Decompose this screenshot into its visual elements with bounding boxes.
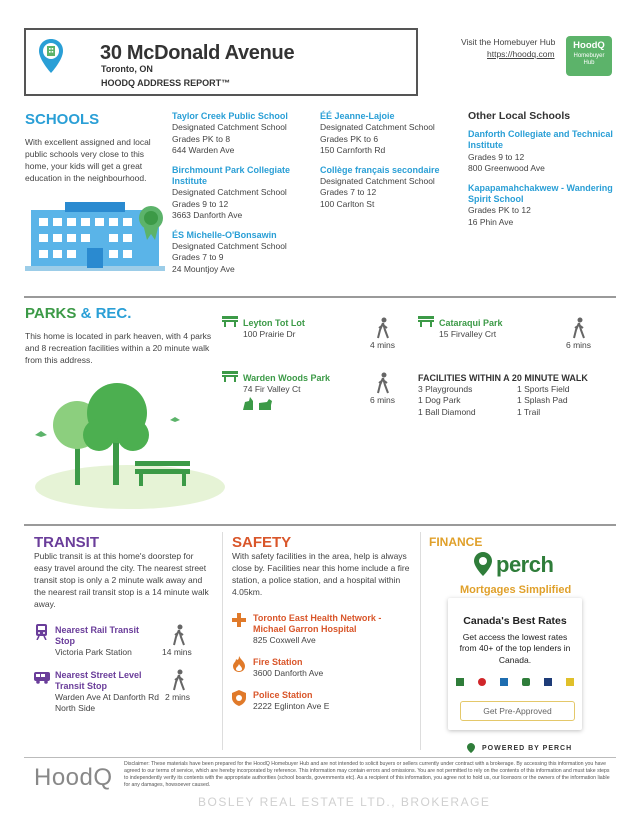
park-address: 100 Prairie Dr [243, 329, 296, 340]
perch-pin-icon [474, 552, 492, 576]
parks-title-a: PARKS [25, 305, 77, 322]
park-walk-time: 6 mins [566, 340, 592, 350]
address-title: 30 McDonald Avenue [100, 42, 295, 64]
brokerage-watermark: BOSLEY REAL ESTATE LTD., BROKERAGE [198, 795, 491, 809]
bmo-logo-icon [500, 678, 508, 686]
facilities-left [418, 384, 476, 418]
facility-item: 1 Dog Park [418, 395, 461, 406]
bench-icon [418, 316, 434, 327]
scotia-logo-icon [478, 678, 486, 686]
dog-park-icon [241, 396, 275, 410]
badge-sub1: Homebuyer [573, 52, 605, 59]
safety-title: SAFETY [232, 534, 292, 551]
rail-stop-title: Nearest Rail Transit Stop [55, 625, 140, 646]
school-address: 644 Warden Ave [172, 145, 235, 156]
school-address: 100 Carlton St [320, 198, 375, 209]
rail-stop-name: Victoria Park Station [55, 646, 132, 657]
walking-icon [172, 669, 186, 691]
school-grades: Grades PK to 6 [320, 133, 379, 144]
school-item[interactable] [320, 111, 460, 157]
rail-walk-time: 14 mins [162, 647, 192, 657]
parks-description: This home is located in park heaven, with 4 parks and 8 recreation facilities within a 20 minute walk from this address. [25, 331, 212, 365]
schools-description: With excellent assigned and local public schools very close to this home, your kids will get a great education in the neighbourhood. [25, 137, 151, 183]
school-type: Designated Catchment School [320, 175, 435, 186]
parks-title [25, 304, 131, 324]
school-address: 150 Carnforth Rd [320, 145, 386, 156]
school-grades: Grades 9 to 12 [468, 151, 525, 162]
school-address: 3663 Danforth Ave [172, 210, 243, 221]
transit-description: Public transit is at this home's doorstep for easy travel around the city. The nearest street transit stop is only a 2 minute walk away and the nearest rail transit stop is a 14 minute walk away. [34, 551, 209, 609]
school-col-1 [172, 111, 312, 275]
other-schools-title: Other Local Schools [468, 110, 571, 122]
park-name: Cataraqui Park [439, 318, 503, 328]
badge-sub2: Hub [583, 59, 595, 66]
school-grades: Grades PK to 12 [468, 205, 531, 216]
school-name: ÉS Michelle-O'Bonsawin [172, 229, 277, 240]
visit-hub-text: Visit the Homebuyer Hub [461, 37, 556, 47]
street-stop-name: Warden Ave At Danforth Rd North Side [55, 691, 159, 714]
school-type: Designated Catchment School [172, 122, 287, 133]
hospital-item[interactable] [253, 613, 413, 646]
desjardins-logo-icon [522, 678, 530, 686]
fire-station-address: 3600 Danforth Ave [253, 667, 324, 678]
street-walk-time: 2 mins [165, 692, 191, 702]
facility-item: 1 Sports Field [517, 384, 570, 394]
school-name: Danforth Collegiate and Technical Institute [468, 129, 613, 151]
train-icon [34, 624, 49, 640]
police-item[interactable] [253, 690, 413, 712]
homebuyer-hub-badge[interactable] [566, 36, 612, 76]
hoodq-link[interactable]: https://hoodq.com [487, 49, 555, 59]
rail-stop[interactable] [55, 625, 155, 658]
rates-card-title: Canada's Best Rates [463, 615, 567, 627]
footer-divider [24, 757, 616, 758]
column-divider [222, 532, 223, 750]
school-grades: Grades 7 to 9 [172, 252, 224, 263]
school-address: 16 Phin Ave [468, 216, 514, 227]
hoodq-logo: HoodQ [34, 764, 113, 791]
powered-by-perch: POWERED BY PERCH [482, 745, 573, 752]
park-walk-time: 6 mins [370, 395, 396, 405]
hospital-address: 825 Coxwell Ave [253, 634, 316, 645]
other-schools [468, 109, 616, 228]
report-type: HOODQ ADDRESS REPORT™ [101, 78, 231, 88]
fire-item[interactable] [253, 657, 413, 679]
school-item[interactable] [468, 129, 616, 174]
park-address: 74 Fir Valley Ct [243, 384, 301, 395]
facility-item: 1 Trail [517, 406, 541, 417]
school-item[interactable] [468, 183, 616, 228]
eq-logo-icon [566, 678, 574, 686]
finance-title: FINANCE [429, 535, 483, 549]
school-name: Birchmount Park Collegiate Institute [172, 164, 291, 186]
bench-icon [222, 371, 238, 382]
hospital-cross-icon [232, 613, 246, 627]
perch-logo: perch [496, 552, 554, 577]
facilities-right [517, 384, 569, 418]
school-name: ÉÉ Jeanne-Lajoie [320, 111, 395, 121]
transit-title: TRANSIT [34, 534, 99, 551]
hospital-name: Toronto East Health Network - Michael Garron Hospital [253, 613, 382, 634]
perch-small-pin-icon [467, 743, 475, 753]
column-divider [420, 532, 421, 750]
park-name: Leyton Tot Lot [243, 318, 305, 328]
park-walk-time: 4 mins [370, 340, 396, 350]
divider [24, 524, 616, 526]
school-address: 24 Mountjoy Ave [172, 263, 235, 274]
facility-item: 1 Splash Pad [517, 395, 568, 406]
walking-icon [172, 624, 186, 646]
school-name: Taylor Creek Public School [172, 111, 288, 121]
school-grades: Grades 7 to 12 [320, 187, 377, 198]
school-item[interactable] [320, 165, 460, 211]
perch-tagline: Mortgages Simplified [460, 584, 572, 596]
police-station-name: Police Station [253, 690, 313, 700]
school-address: 800 Greenwood Ave [468, 163, 545, 174]
street-stop[interactable] [55, 670, 165, 715]
lender-logos [456, 676, 574, 688]
facility-item: 3 Playgrounds [418, 384, 473, 394]
school-col-2 [320, 111, 460, 210]
rates-card-text: Get access the lowest rates from 40+ of the top lenders in Canada. [459, 632, 571, 665]
school-pin-icon [38, 38, 64, 74]
park-item[interactable] [243, 317, 305, 341]
divider [24, 296, 616, 298]
td-logo-icon [456, 678, 464, 686]
facility-item: 1 Ball Diamond [418, 406, 476, 417]
school-item[interactable] [172, 165, 312, 222]
park-name: Warden Woods Park [243, 373, 331, 383]
bench-icon [222, 316, 238, 327]
school-grades: Grades PK to 8 [172, 133, 231, 144]
school-type: Designated Catchment School [172, 240, 287, 251]
badge-title: HoodQ [573, 40, 605, 51]
fire-icon [233, 656, 245, 672]
park-item[interactable] [439, 317, 503, 341]
walking-icon [572, 317, 586, 339]
school-type: Designated Catchment School [320, 122, 435, 133]
safety-description: With safety facilities in the area, help is always close by. Facilities near this home include a fire station, a police station, and a hospital within 4.05km. [232, 551, 410, 597]
street-stop-title: Nearest Street Level Transit Stop [55, 670, 142, 691]
school-building-icon [25, 196, 165, 271]
disclaimer-text: Disclaimer: These materials have been prepared for the HoodQ Homebuyer Hub and are not intended to solicit buyers or sellers currently under contract with a brokerage. By accessing this information you have agreed to our terms of service, which are hereby incorporated by reference. This information may contain errors and omissions. You are not permitted to rely on the contents of this information and must take steps to independently verify its contents with the appropriate authorities (school boards, governments etc). As a recipient of this information, you agree not to hold us, our licensors or the owners of the information liable for any damages, howsoever caused. [124, 761, 610, 789]
bank-logo-icon [544, 678, 552, 686]
park-item[interactable] [243, 372, 330, 396]
police-station-address: 2222 Eglinton Ave E [253, 700, 330, 711]
school-grades: Grades 9 to 12 [172, 198, 229, 209]
walking-icon [376, 372, 390, 394]
parks-title-b: & REC. [76, 305, 132, 322]
city-label: Toronto, ON [101, 64, 153, 74]
police-badge-icon [232, 690, 246, 706]
walking-icon [376, 317, 390, 339]
get-pre-approved-button[interactable]: Get Pre-Approved [460, 701, 575, 721]
school-type: Designated Catchment School [172, 187, 287, 198]
park-address: 15 Firvalley Crt [439, 329, 497, 340]
park-illustration-icon [25, 375, 225, 510]
school-name: Collège français secondaire [320, 164, 440, 175]
facilities-title: FACILITIES WITHIN A 20 MINUTE WALK [418, 373, 588, 383]
bus-icon [34, 672, 50, 684]
school-item[interactable] [172, 230, 312, 276]
schools-title: SCHOOLS [25, 111, 100, 128]
fire-station-name: Fire Station [253, 657, 303, 667]
school-name: Kapapamahchakwew - Wandering Spirit School [468, 182, 613, 204]
school-item[interactable] [172, 111, 312, 157]
